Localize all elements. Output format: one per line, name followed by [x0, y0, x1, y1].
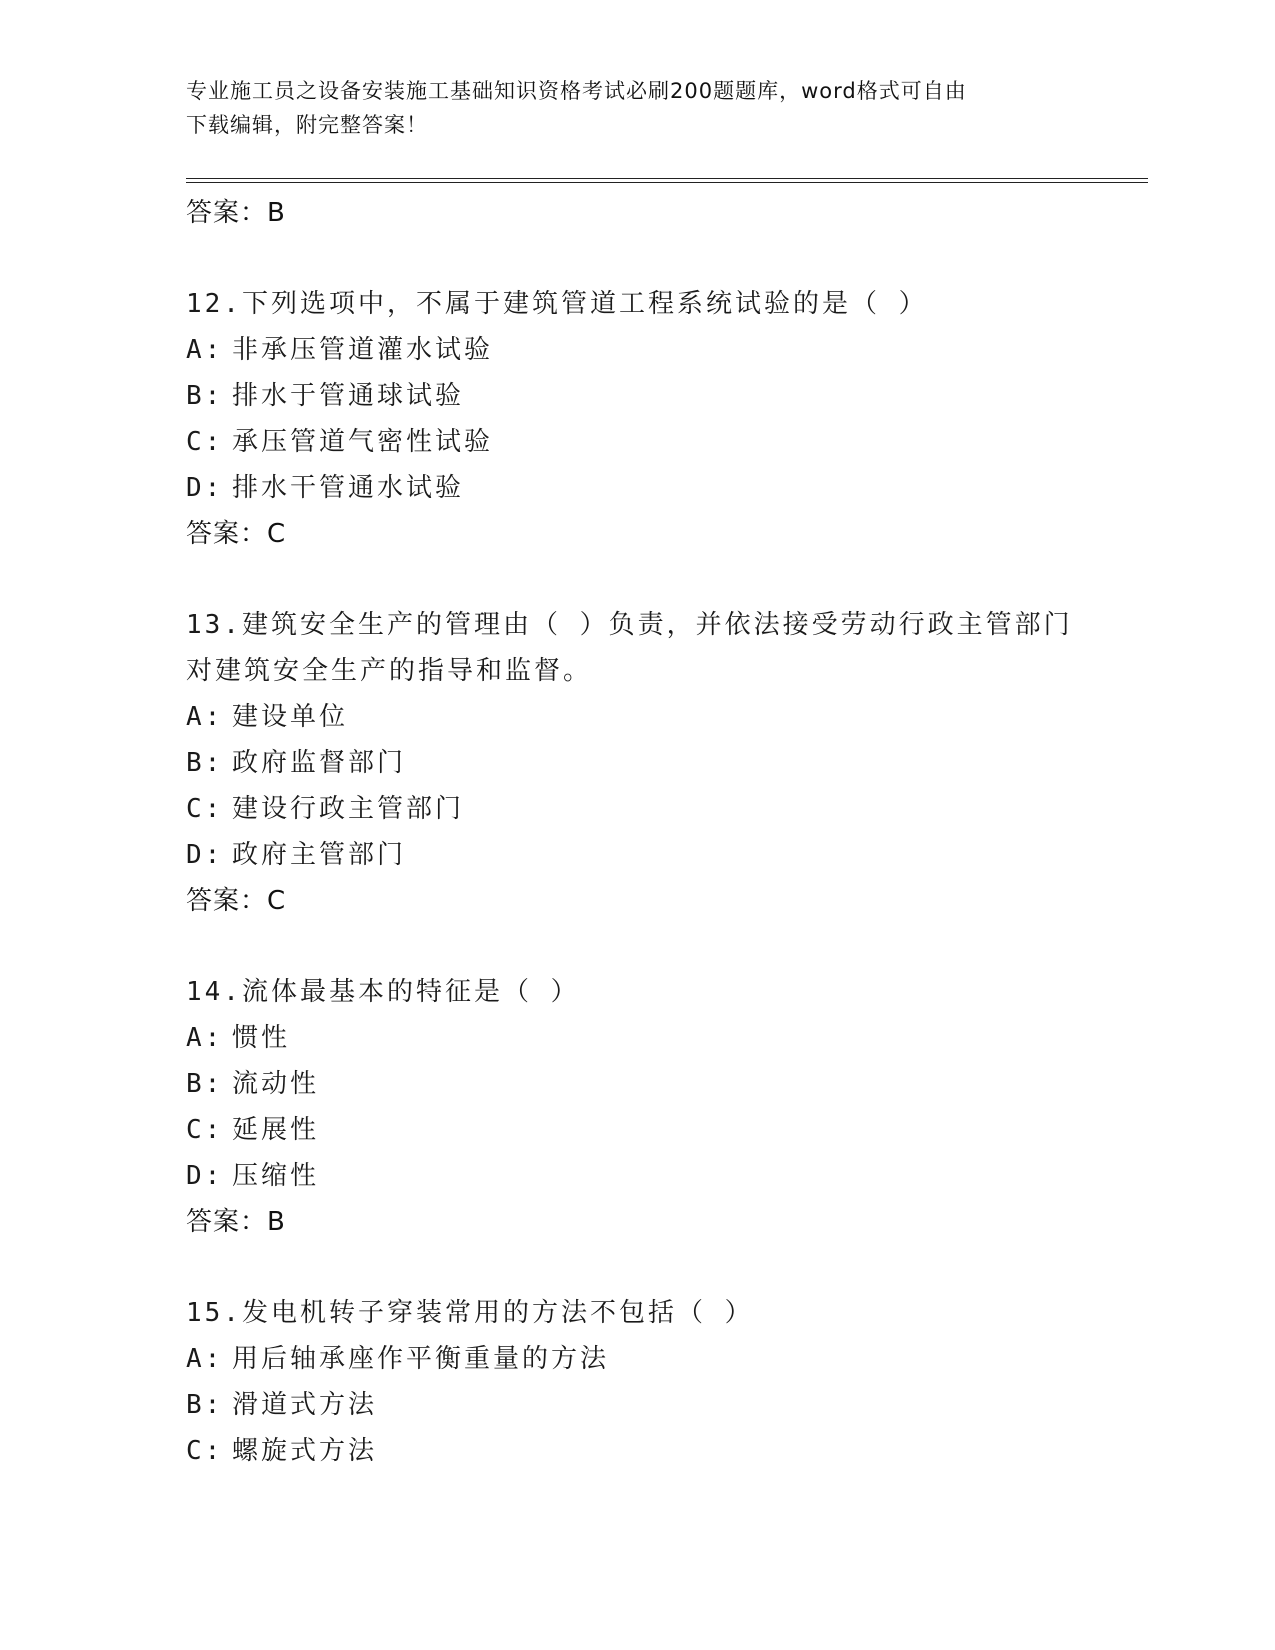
option-key: B: [186, 1390, 224, 1420]
option-text: 建设行政主管部门 [232, 794, 465, 824]
question-12 [186, 281, 1148, 557]
option-key: B: [186, 1069, 224, 1099]
option-text: 承压管道气密性试验 [232, 427, 494, 457]
option-key: B: [186, 381, 224, 411]
option-text: 滑道式方法 [232, 1390, 378, 1420]
option-key: C: [186, 794, 224, 824]
option-key: C: [186, 1115, 224, 1145]
option-a [186, 1336, 1148, 1382]
option-text: 政府主管部门 [232, 840, 407, 870]
header-divider-top [186, 178, 1148, 179]
option-b [186, 1061, 1148, 1107]
option-key: D: [186, 473, 224, 503]
option-text: 排水干管通水试验 [232, 473, 465, 503]
question-14 [186, 969, 1148, 1245]
option-key: A: [186, 1344, 224, 1374]
option-d [186, 465, 1148, 511]
option-text: 非承压管道灌水试验 [232, 335, 494, 365]
option-text: 流动性 [232, 1069, 320, 1099]
option-text: 压缩性 [232, 1161, 320, 1191]
option-key: B: [186, 748, 224, 778]
option-text: 延展性 [232, 1115, 320, 1145]
option-c [186, 419, 1148, 465]
option-text: 用后轴承座作平衡重量的方法 [232, 1344, 610, 1374]
option-b [186, 373, 1148, 419]
option-text: 建设单位 [232, 702, 349, 732]
option-d [186, 1153, 1148, 1199]
option-a [186, 327, 1148, 373]
document-header [186, 74, 1086, 142]
answer-line: 答案：C [186, 886, 287, 916]
question-stem: 13.建筑安全生产的管理由（ ）负责，并依法接受劳动行政主管部门 [186, 610, 1073, 640]
option-a [186, 694, 1148, 740]
option-text: 排水于管通球试验 [232, 381, 465, 411]
option-text: 螺旋式方法 [232, 1436, 378, 1466]
option-key: C: [186, 1436, 224, 1466]
question-stem: 14.流体最基本的特征是（ ） [186, 977, 580, 1007]
option-d [186, 832, 1148, 878]
option-key: D: [186, 1161, 224, 1191]
option-a [186, 1015, 1148, 1061]
option-key: A: [186, 1023, 224, 1053]
option-b [186, 1382, 1148, 1428]
option-c [186, 786, 1148, 832]
header-divider-bottom [186, 182, 1148, 183]
option-text: 惯性 [232, 1023, 291, 1053]
option-c [186, 1107, 1148, 1153]
question-stem: 15.发电机转子穿装常用的方法不包括（ ） [186, 1298, 754, 1328]
question-list [186, 190, 1148, 1474]
option-b [186, 740, 1148, 786]
question-stem: 12.下列选项中，不属于建筑管道工程系统试验的是（ ） [186, 289, 928, 319]
answer-line: 答案：C [186, 519, 287, 549]
answer-line: 答案：B [186, 198, 286, 228]
question-13 [186, 602, 1148, 924]
answer-line: 答案：B [186, 1207, 286, 1237]
header-line-1: 专业施工员之设备安装施工基础知识资格考试必刷200题题库，word格式可自由 [186, 79, 967, 103]
question-15 [186, 1290, 1148, 1474]
option-text: 政府监督部门 [232, 748, 407, 778]
header-line-2: 下载编辑，附完整答案！ [186, 113, 428, 137]
option-key: A: [186, 335, 224, 365]
option-key: D: [186, 840, 224, 870]
option-c [186, 1428, 1148, 1474]
option-key: A: [186, 702, 224, 732]
question-stem-continued: 对建筑安全生产的指导和监督。 [186, 656, 593, 686]
option-key: C: [186, 427, 224, 457]
